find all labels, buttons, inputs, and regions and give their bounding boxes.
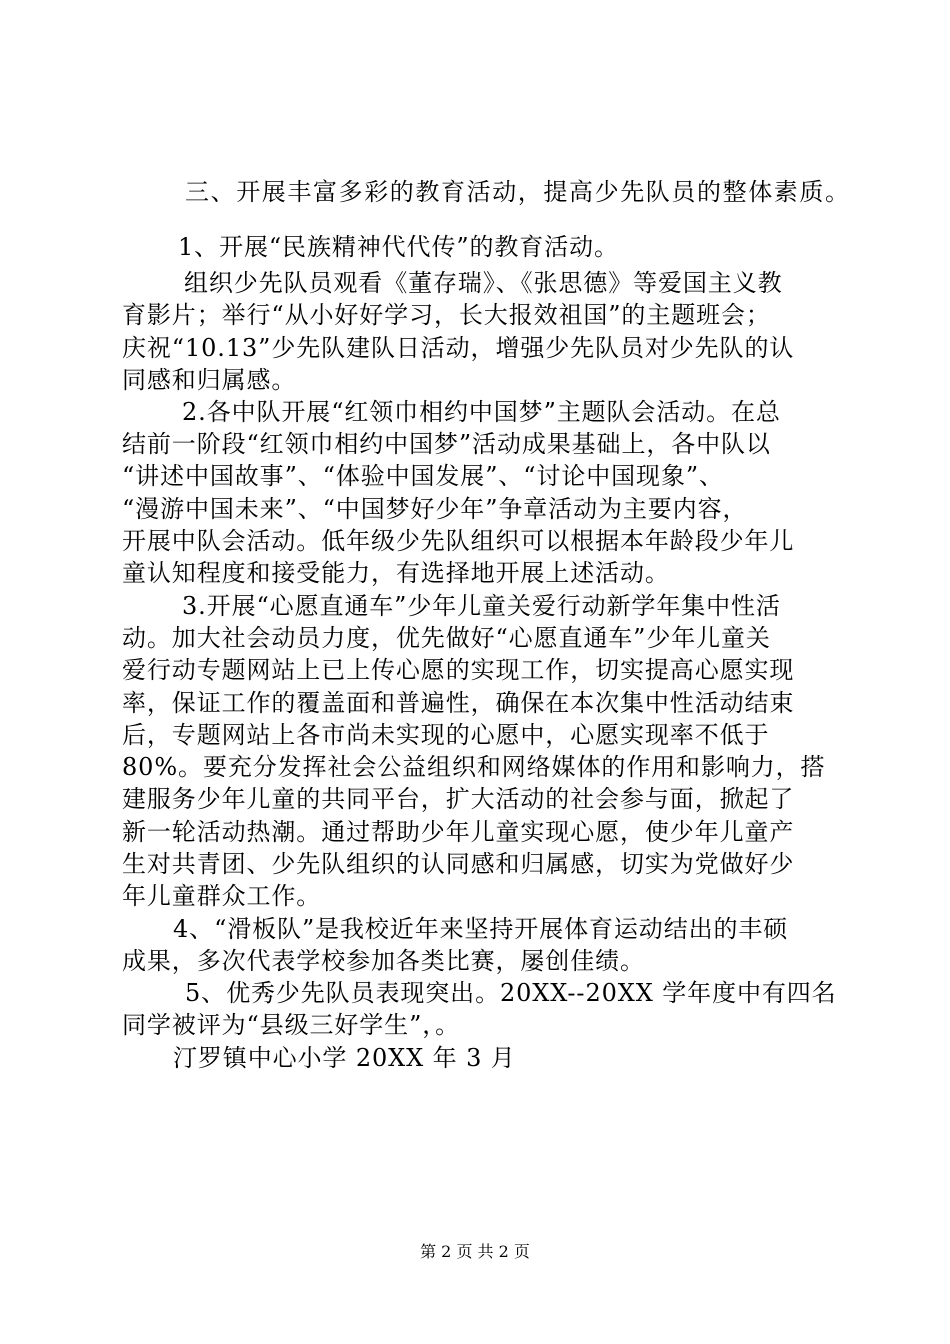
paragraph-line: 生对共青团、少先队组织的认同感和归属感，切实为党做好少: [122, 850, 795, 878]
paragraph-line: 建服务少年儿童的共同平台，扩大活动的社会参与面，掀起了: [122, 785, 795, 813]
paragraph-line: 同学被评为“县级三好学生”，。: [122, 1011, 461, 1039]
paragraph-line: 后，专题网站上各市尚未实现的心愿中，心愿实现率不低于: [122, 721, 770, 749]
paragraph-line: 新一轮活动热潮。通过帮助少年儿童实现心愿，使少年儿童产: [122, 818, 795, 846]
item-3-line: 3.开展“心愿直通车”少年儿童关爱行动新学年集中性活: [182, 592, 781, 620]
paragraph-line: 庆祝“10.13”少先队建队日活动，增强少先队员对少先队的认: [122, 334, 795, 362]
item-5-line: 5、优秀少先队员表现突出。20XX--20XX 学年度中有四名: [185, 979, 837, 1007]
paragraph-line: 组织少先队员观看《董存瑞》、《张思德》等爱国主义教: [184, 269, 783, 297]
page-footer: 第 2 页 共 2 页: [420, 1242, 530, 1261]
section-heading: 三、开展丰富多彩的教育活动，提高少先队员的整体素质。: [185, 178, 851, 206]
paragraph-line: 同感和归属感。: [122, 366, 297, 394]
paragraph-line: 80%。要充分发挥社会公益组织和网络媒体的作用和影响力，搭: [122, 753, 826, 781]
signature-line: 汀罗镇中心小学 20XX 年 3 月: [173, 1044, 516, 1072]
paragraph-line: “讲述中国故事”、“体验中国发展”、“讨论中国现象”、: [122, 462, 724, 490]
paragraph-line: 成果，多次代表学校参加各类比赛，屡创佳绩。: [122, 947, 645, 975]
item-4-line: 4、“滑板队”是我校近年来坚持开展体育运动结出的丰硕: [173, 915, 789, 943]
paragraph-line: 年儿童群众工作。: [122, 882, 322, 910]
paragraph-line: 动。加大社会动员力度，优先做好“心愿直通车”少年儿童关: [122, 624, 771, 652]
paragraph-line: 童认知程度和接受能力，有选择地开展上述活动。: [122, 559, 670, 587]
paragraph-line: 爱行动专题网站上已上传心愿的实现工作，切实提高心愿实现: [122, 656, 795, 684]
item-2-line: 2.各中队开展“红领巾相约中国梦”主题队会活动。在总: [182, 398, 781, 426]
paragraph-line: “漫游中国未来”、“中国梦好少年”争章活动为主要内容，: [122, 495, 748, 523]
item-1-title: 1、开展“民族精神代代传”的教育活动。: [178, 233, 619, 261]
paragraph-line: 率，保证工作的覆盖面和普遍性，确保在本次集中性活动结束: [122, 689, 795, 717]
paragraph-line: 开展中队会活动。低年级少先队组织可以根据本年龄段少年儿: [122, 527, 795, 555]
paragraph-line: 结前一阶段“红领巾相约中国梦”活动成果基础上，各中队以: [122, 430, 771, 458]
paragraph-line: 育影片；举行“从小好好学习，长大报效祖国”的主题班会；: [122, 301, 771, 329]
